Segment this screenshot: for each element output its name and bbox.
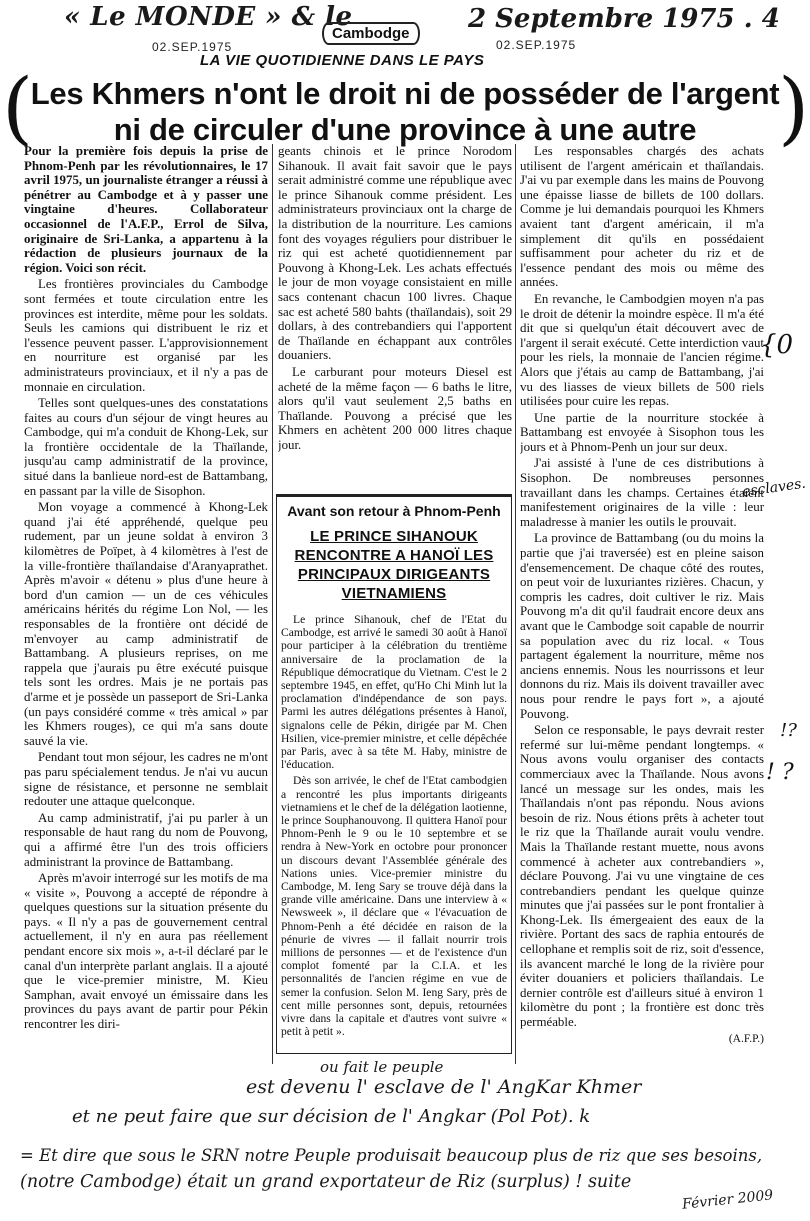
section-box: Cambodge xyxy=(322,22,420,45)
col1-paragraph-6: Après m'avoir interrogé sur les motifs de ma « visite », Pouvong a accepté de répondre à quelques questions sur la situation présente du pays. « Il n'y a pas de gouvernement central actuellement, il n'y en aura pas réellement pendant encore six mois », a-t-il déclaré par le canal d'un interprète parlant anglais. Il a ajouté que le vice-premier ministre, M. Kieu Samphan, avait envoyé un émissaire dans les provinces du pays avant de partir pour Pékin rencontrer les diri- xyxy=(24,871,268,1032)
col3-paragraph-5: La province de Battambang (ou du moins la partie que j'ai traversée) est en pleine saison d'ensemencement. De chaque côté des routes, on peut voir de luxuriantes rizières. Chacun, y compris les cadres, doit cultiver le riz. Mais Pouvong m'a dit qu'il faudrait encore deux ans avant que le Cambodge soit capable de nourrir sa population avec du riz local. « Tous partagent également la nourriture, même nos anciens ennemis. Nous les nourrissons et leur donnons du riz. Mais ils doivent travailler avec nous pour rendre le pays fort », a ajouté Pouvong. xyxy=(520,531,764,721)
handwritten-note-1: est devenu l' esclave de l' AngKar Khmer xyxy=(246,1076,642,1098)
box-kicker: Avant son retour à Phnom-Penh xyxy=(287,503,501,519)
margin-note-2: esclaves. xyxy=(741,475,807,501)
handwritten-left-bracket: ( xyxy=(2,61,34,154)
box-paragraph-1: Le prince Sihanouk, chef de l'Etat du Cambodge, est arrivé le samedi 30 août à Hanoï pour participer à la célébration du trentième anniversaire de la proclamation de la République démocratique du Vietnam. C'est le 2 septembre 1945, en effet, qu'Ho Chi Minh lut la proclamation d'indépendance de son pays. Parmi les autres délégations présentes à Hanoï, signalons celle de Pékin, dirigée par M. Chen Hsilien, vice-premier ministre, et celle dépêchée par Paris, avec à sa tête M. Haby, ministre de l'éducation. xyxy=(281,613,507,772)
col1-paragraph-4: Pendant tout mon séjour, les cadres ne m'ont pas paru spécialement tendus. Je n'ai vu aucun signe de résistance, et personne ne semblait redouter une attaque quelconque. xyxy=(24,750,268,809)
box-body xyxy=(281,613,507,1039)
date-stamp-right: 02.SEP.1975 xyxy=(496,38,577,52)
article-signature: (A.F.P.) xyxy=(728,1032,764,1045)
handwritten-note-0: ou fait le peuple xyxy=(320,1058,444,1076)
margin-note-1: {0 xyxy=(760,330,794,360)
col1-paragraph-1: Les frontières provinciales du Cambodge sont fermées et toute circulation entre les provinces est interdite, même pour les soldats. Seuls les camions qui distribuent le riz et l'essence peuvent passer. L'approvisionnement en nourriture est organisé par les administrateurs provinciaux, et il n'y a pas de monnaie en circulation. xyxy=(24,277,268,394)
col3-paragraph-2: En revanche, le Cambodgien moyen n'a pas le droit de détenir la moindre espèce. Il m'a été dit que si quelqu'un était découvert avec de l'argent il serait exécuté. Cette interdiction vaut pour les riels, la monnaie de l'ancien régime. Alors que j'étais au camp de Battambang, j'ai vu des liasses de vieux billets de 500 riels utilisées pour cuire les repas. xyxy=(520,291,764,409)
col3-paragraph-6: Selon ce responsable, le pays devrait rester refermé sur lui-même pendant longtemps. « Nous avons voulu organiser des contacts commerciaux avec la Thaïlande. Nous avons lancé un message sur les ondes, mais les Thaïlandais n'ont pas répondu. Nous avions besoin de riz. Nous étions prêts à acheter tout le riz que la Thaïlande aurait voulu vendre. Mais la Thaïlande restant muette, nous avons commencé à acheter aux contrebandiers », déclare Pouvong. J'ai vu une vingtaine de ces contrebandiers pendant les quelque quinze minutes que j'ai passées sur le pont frontalier à Khong-Lek. Ils émergeaient des eaux de la rivière. Portant des sacs de raphia entourés de cellophane et remplis soit de riz, soit d'essence, ils avancent marché le long de la rivière pour éviter douaniers et policiers thaïlandais. Le dernier contrôle est d'ailleurs situé à environ 1 kilomètre du pont ; la frontière est donc très perméable. xyxy=(520,723,764,1030)
handwritten-note-4: (notre Cambodge) était un grand exportateur de Riz (surplus) ! suite xyxy=(20,1172,632,1192)
margin-note-3: ! ? xyxy=(766,760,794,785)
headline-line-2: ni de circuler d'une province à une autre xyxy=(113,112,697,147)
handwritten-title: « Le MONDE » & le xyxy=(64,2,353,32)
column-2 xyxy=(278,144,512,484)
column-3 xyxy=(520,144,764,1064)
col3-paragraph-4: J'ai assisté à l'une de ces distributions à Sisophon. De nombreuses personnes travaillant dans les champs. Certaines étaient manifestement originaires de la ville : leur maladresse à manier les outils le prouvait. xyxy=(520,456,764,529)
handwritten-note-3: = Et dire que sous le SRN notre Peuple produisait beaucoup plus de riz que ses besoins, xyxy=(20,1146,763,1165)
date-stamp-left: 02.SEP.1975 xyxy=(152,40,233,54)
column-rule-1 xyxy=(272,144,273,1064)
col2-paragraph-2: Le carburant pour moteurs Diesel est acheté de la même façon — 6 baths le litre, alors qu'il vaut seulement 2,5 baths en Thaïlande. Pouvong a précisé que les Khmers en achètent 200 000 litres chaque jour. xyxy=(278,364,512,452)
col1-paragraph-5: Au camp administratif, j'ai pu parler à un responsable de haut rang du nom de Pouvong, qui a affirmé être l'un des trois officiers administrant la province de Battambang. xyxy=(24,810,268,869)
column-rule-2 xyxy=(515,144,516,1064)
handwritten-signature: Février 2009 xyxy=(681,1187,774,1213)
col3-paragraph-3: Une partie de la nourriture stockée à Battambang est envoyée à Sisophon tous les jours et à Phnom-Penh un jour sur deux. xyxy=(520,410,764,454)
column-1 xyxy=(24,144,268,1064)
handwritten-right-bracket: ) xyxy=(778,61,810,154)
col2-paragraph-1: geants chinois et le prince Norodom Sihanouk. Il avait fait savoir que le pays serait administré comme une république avec le prince Sihanouk comme président. Les administrateurs provinciaux ont la charge de la distribution de la nourriture. Les camions font des voyages réguliers pour distribuer le riz qui est acheté quotidiennement par Pouvong à Khong-Lek. Les achats effectués le jour de mon voyage consistaient en mille sacs contenant chacun 100 livres. Chaque sac est acheté 580 bahts (thaïlandais), soit 29 dollars, à des contrebandiers qui l'apportent de Thaïlande en échappant aux contrôles douaniers. xyxy=(278,144,512,363)
handwritten-header xyxy=(64,2,353,32)
headline xyxy=(0,76,810,148)
box-title: LE PRINCE SIHANOUK RENCONTRE A HANOÏ LES PRINCIPAUX DIRIGEANTS VIETNAMIENS xyxy=(294,528,494,602)
col1-paragraph-2: Telles sont quelques-unes des constatations faites au cours d'un séjour de vingt heures au Cambodge, qui m'a conduit de Khong-Lek, sur la frontière occidentale de la Thaïlande, jusqu'au camp administratif de la province, situé dans la banlieue nord-est de Battambang, en passant par la ville de Sisophon. xyxy=(24,396,268,498)
boxed-article xyxy=(276,494,512,1054)
lead-paragraph: Pour la première fois depuis la prise de Phnom-Penh par les révolutionnaires, le 17 avril 1975, un journaliste étranger a réussi à pénétrer au Cambodge et à y passer une vingtaine d'heures. Collaborateur occasionnel de l'A.F.P., Errol de Silva, originaire de Sri-Lanka, a appartenu à la rédaction de plusieurs journaux de la région. Voici son récit. xyxy=(24,144,268,275)
margin-note-4: !? xyxy=(780,720,797,741)
col3-paragraph-1: Les responsables chargés des achats utilisent de l'argent américain et thaïlandais. J'ai vu par exemple dans les mains de Pouvong une épaisse liasse de billets de 100 dollars. Comme je lui demandais pourquoi les Khmers avaient tant d'argent américain, il m'a simplement dit qu'ils en possédaient suffisamment pour acheter du riz et de l'essence pendant des mois ou même des années. xyxy=(520,144,764,290)
headline-line-1: Les Khmers n'ont le droit ni de posséder de l'argent xyxy=(30,76,780,111)
box-paragraph-2: Dès son arrivée, le chef de l'Etat cambodgien a rencontré les plus importants dirigeants vietnamiens et le chef de la délégation laotienne, le prince Souphanouvong. Il quittera Hanoï pour Phnom-Penh le 9 ou le 10 septembre et se rendra à New-York en octobre pour prononcer un discours devant l'Assemblée générale des Nations unies. Vice-premier ministre du Cambodge, M. Ieng Sary se trouve déjà dans la grande ville américaine. Dans une interview à « Newsweek », il déclare que « l'évacuation de Phnom-Penh a été décidée en raison de la pénurie de vivres — il fallait nourrir trois millions de personnes — et de l'existence d'un complot fomenté par la C.I.A. et les personnalités de l'ancien régime en vue de semer la confusion. Selon M. Ieng Sary, près de cent mille personnes sont, depuis, retournées vivre dans la capitale et d'autres vont suivre « petit à petit ». xyxy=(281,774,507,1039)
handwritten-note-2: et ne peut faire que sur décision de l' Angkar (Pol Pot). k xyxy=(72,1106,591,1127)
col1-paragraph-3: Mon voyage a commencé à Khong-Lek quand j'ai été appréhendé, quelque peu rudement, par un jeune soldat à environ 3 kilomètres de Poïpet, à 4 kilomètres à l'est de la ville-frontière thaïlandaise d'Aranyaprathet. Après m'avoir « détenu » plus d'une heure à bord d'un camion — un de ces véhicules américains hérités du régime Lon Nol, — les responsables de la frontière ont décidé de m'envoyer au camp administratif de Battambang. A plusieurs reprises, on me rappela que j'aurais pu être exécuté puisque tels sont les ordres. Mais je ne portais pas d'arme et je possède un passeport de Sri-Lanka (un pays considéré comme « très amical » par les Khmers rouges), ce qui m'a sans doute sauvé la vie. xyxy=(24,500,268,748)
handwritten-date: 2 Septembre 1975 . 4 xyxy=(468,4,780,34)
rubric: LA VIE QUOTIDIENNE DANS LE PAYS xyxy=(200,52,485,69)
